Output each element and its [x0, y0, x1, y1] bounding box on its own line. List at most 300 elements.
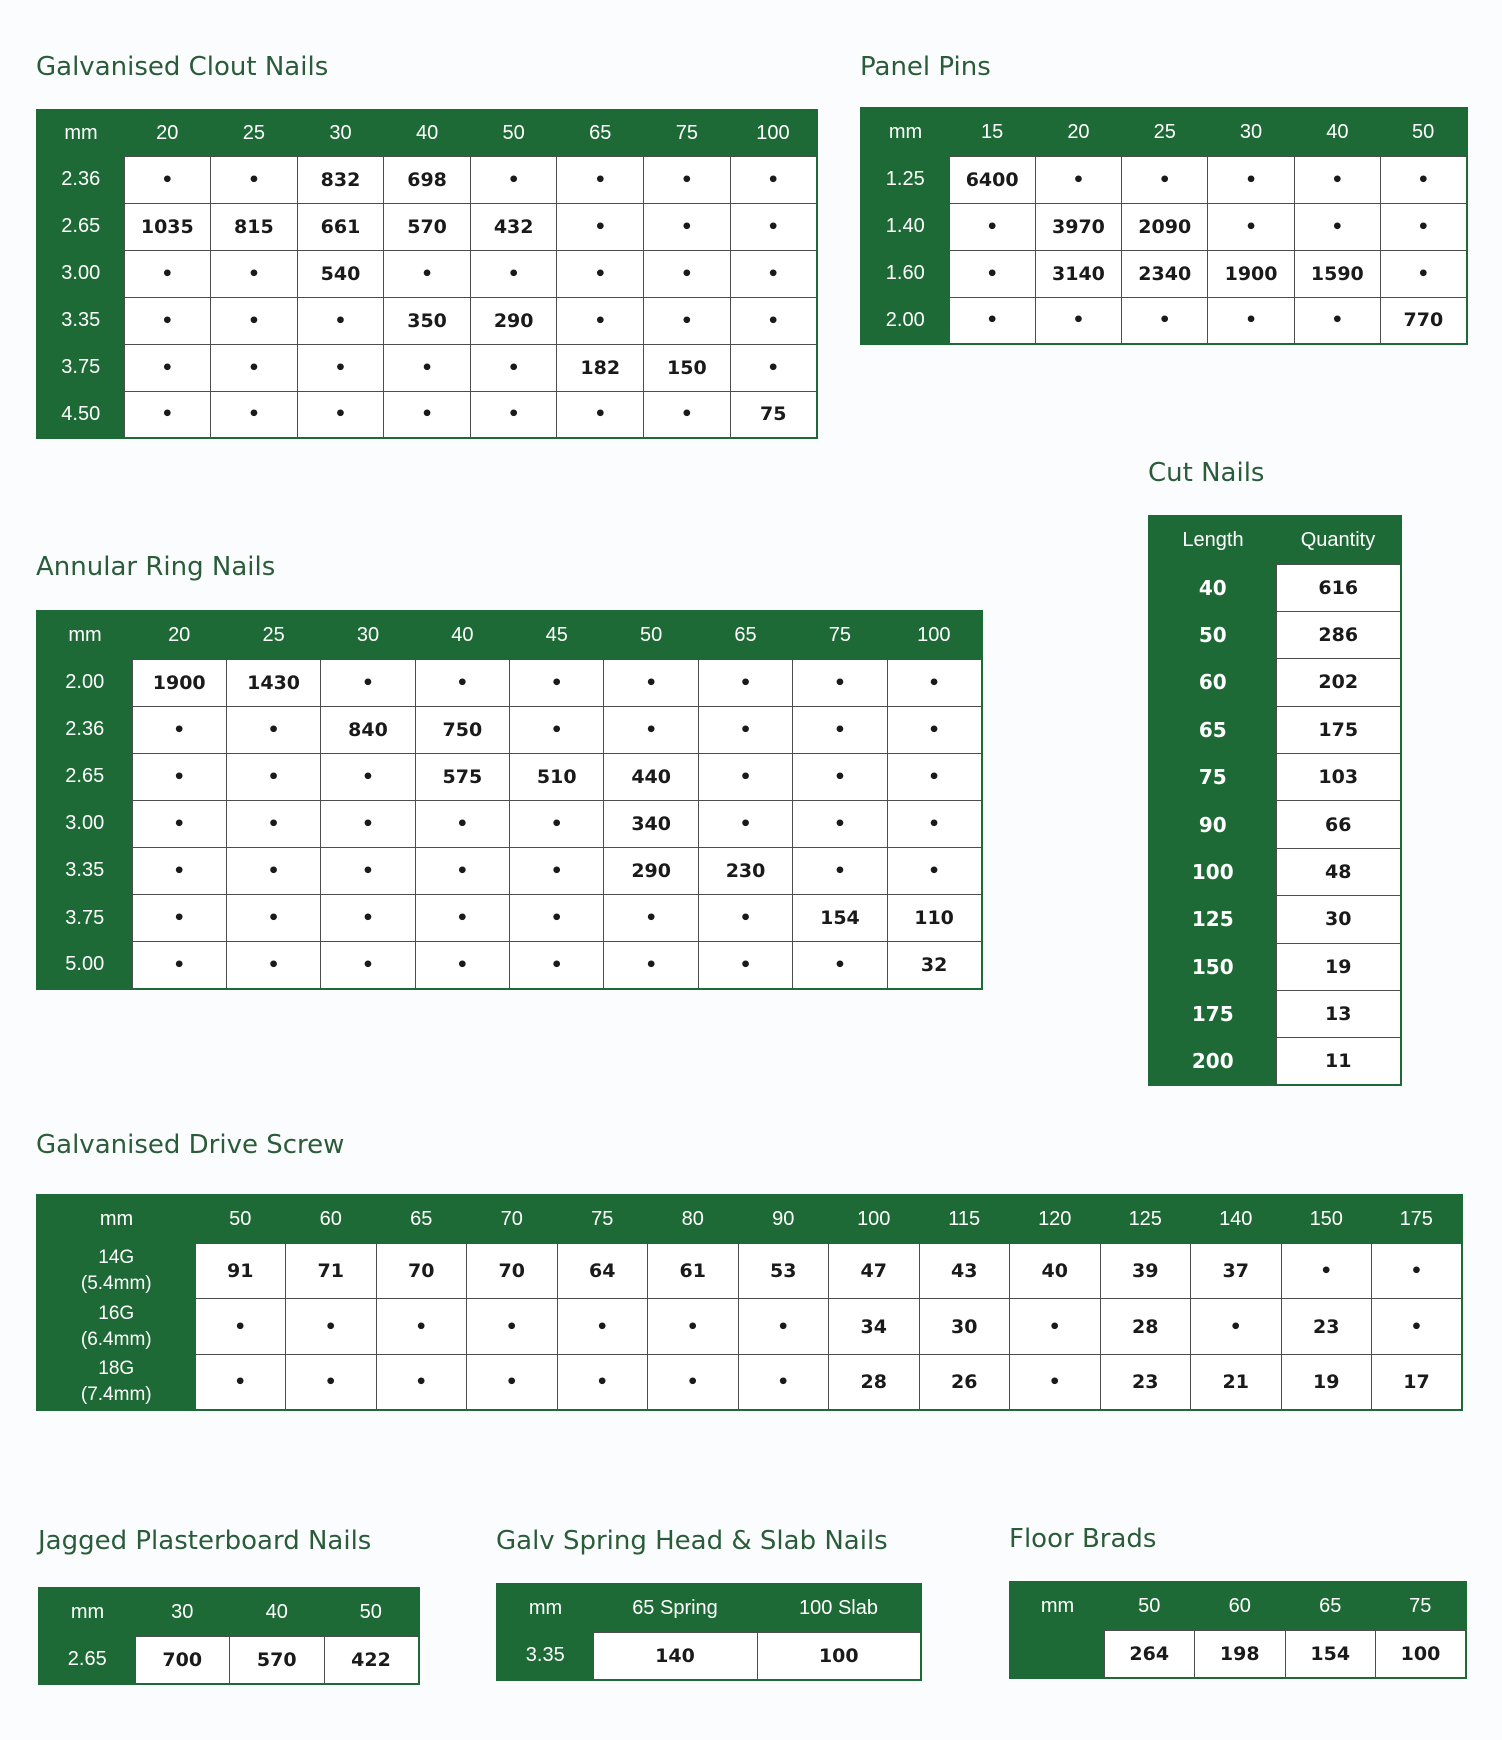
table-cell: • — [557, 250, 644, 297]
row-header-gauge: 18G — [98, 1357, 135, 1379]
table-cell: 47 — [829, 1243, 920, 1299]
column-header: 30 — [1208, 108, 1294, 156]
row-header: 3.00 — [37, 800, 132, 847]
table-cell: • — [949, 203, 1035, 250]
table-cell: 175 — [1276, 706, 1401, 753]
table-cell: 23 — [1100, 1354, 1191, 1410]
row-header: 2.36 — [37, 156, 124, 203]
table-cell: 1900 — [132, 659, 226, 706]
table-cell: • — [1035, 297, 1121, 344]
table-row — [39, 1636, 419, 1684]
table-cell: 40 — [1010, 1243, 1101, 1299]
table-cell: 34 — [829, 1299, 920, 1355]
table-cell: • — [644, 391, 731, 438]
column-header: 75 — [644, 110, 731, 156]
column-header: 50 — [324, 1588, 419, 1636]
column-header: 100 — [730, 110, 817, 156]
table-cell: • — [297, 344, 384, 391]
table-cell: • — [124, 391, 211, 438]
table-cell: • — [415, 800, 509, 847]
table-row — [37, 659, 982, 706]
column-header: 50 — [604, 611, 698, 659]
table-cell: 11 — [1276, 1038, 1401, 1085]
table-cell: • — [384, 391, 471, 438]
data-table — [36, 610, 983, 990]
table-row — [1149, 754, 1401, 801]
column-header: 120 — [1010, 1195, 1101, 1243]
row-header: 5.00 — [37, 942, 132, 989]
table-cell: 6400 — [949, 156, 1035, 203]
table-cell: • — [415, 894, 509, 941]
table-cell: • — [1380, 250, 1466, 297]
table-cell: • — [887, 847, 981, 894]
table-cell: • — [644, 203, 731, 250]
table-cell: • — [467, 1299, 558, 1355]
table-cell: • — [384, 250, 471, 297]
row-header: 60 — [1149, 659, 1276, 706]
table-cell: 661 — [297, 203, 384, 250]
table-cell: • — [887, 706, 981, 753]
table-cell: • — [211, 297, 298, 344]
table-cell: • — [510, 847, 604, 894]
table-cell: 422 — [324, 1636, 419, 1684]
row-header: 1.25 — [861, 156, 949, 203]
table-cell: 1900 — [1208, 250, 1294, 297]
table-cell: 28 — [829, 1354, 920, 1410]
table-cell: • — [470, 344, 557, 391]
column-header: 100 — [829, 1195, 920, 1243]
table-cell: 182 — [557, 344, 644, 391]
column-header: 75 — [1376, 1582, 1467, 1630]
table-cell: • — [557, 203, 644, 250]
table-cell: • — [297, 391, 384, 438]
table-cell: 2340 — [1122, 250, 1208, 297]
row-header-diameter: (6.4mm) — [80, 1328, 152, 1350]
table-cell: • — [730, 203, 817, 250]
row-header: 175 — [1149, 991, 1276, 1038]
table-cell: • — [124, 250, 211, 297]
row-header: 200 — [1149, 1038, 1276, 1085]
table-cell: • — [1010, 1299, 1101, 1355]
table-cell: 832 — [297, 156, 384, 203]
table-cell: • — [124, 297, 211, 344]
section-title: Jagged Plasterboard Nails — [38, 1526, 372, 1556]
data-table — [1009, 1581, 1467, 1679]
table-cell: • — [730, 156, 817, 203]
table-cell: 350 — [384, 297, 471, 344]
row-header — [37, 1299, 195, 1355]
table-cell: • — [132, 706, 226, 753]
row-header: 1.40 — [861, 203, 949, 250]
table-section-floor-brads — [1009, 1524, 1469, 1684]
table-cell: • — [887, 753, 981, 800]
table-cell: • — [1281, 1243, 1372, 1299]
header-unit: Length — [1149, 516, 1276, 564]
table-cell: 570 — [230, 1636, 325, 1684]
table-row — [1149, 991, 1401, 1038]
row-header-diameter: (7.4mm) — [80, 1383, 152, 1405]
row-header: 90 — [1149, 801, 1276, 848]
row-header: 100 — [1149, 848, 1276, 895]
table-section-panel-pins — [860, 52, 1466, 352]
table-cell: • — [124, 344, 211, 391]
table-cell: • — [949, 250, 1035, 297]
data-table — [860, 107, 1468, 345]
column-header: 20 — [132, 611, 226, 659]
table-cell: • — [793, 659, 887, 706]
row-header: 3.00 — [37, 250, 124, 297]
table-cell: • — [793, 942, 887, 989]
row-header: 65 — [1149, 706, 1276, 753]
column-header: 75 — [793, 611, 887, 659]
table-cell: 575 — [415, 753, 509, 800]
table-row — [1149, 1038, 1401, 1085]
row-header — [37, 1243, 195, 1299]
table-cell: • — [793, 800, 887, 847]
table-cell: 100 — [757, 1632, 921, 1680]
data-table — [38, 1587, 420, 1685]
table-cell: • — [648, 1299, 739, 1355]
row-header: 3.35 — [37, 297, 124, 344]
table-section-annular-ring-nails — [36, 552, 982, 1002]
column-header: 25 — [1122, 108, 1208, 156]
table-cell: • — [730, 250, 817, 297]
table-cell: • — [793, 706, 887, 753]
table-cell: • — [226, 894, 320, 941]
table-cell: 91 — [195, 1243, 286, 1299]
table-cell: 43 — [919, 1243, 1010, 1299]
table-cell: • — [195, 1354, 286, 1410]
row-header: 50 — [1149, 611, 1276, 658]
table-row — [37, 847, 982, 894]
table-cell: • — [211, 391, 298, 438]
table-cell: 64 — [557, 1243, 648, 1299]
table-cell: • — [1372, 1299, 1463, 1355]
table-cell: • — [644, 297, 731, 344]
table-row — [1149, 659, 1401, 706]
table-cell: • — [887, 800, 981, 847]
table-cell: • — [730, 344, 817, 391]
table-cell: 61 — [648, 1243, 739, 1299]
row-header: 1.60 — [861, 250, 949, 297]
table-cell: 110 — [887, 894, 981, 941]
section-title: Galvanised Clout Nails — [36, 52, 329, 82]
row-header — [37, 1354, 195, 1410]
table-row — [37, 706, 982, 753]
table-cell: 26 — [919, 1354, 1010, 1410]
table-cell: 1430 — [226, 659, 320, 706]
table-cell: • — [738, 1299, 829, 1355]
table-cell: 32 — [887, 942, 981, 989]
table-row — [1010, 1630, 1466, 1678]
data-table — [1148, 515, 1402, 1086]
table-cell: • — [557, 156, 644, 203]
table-cell: • — [286, 1354, 377, 1410]
table-cell: 39 — [1100, 1243, 1191, 1299]
table-cell: 66 — [1276, 801, 1401, 848]
table-cell: • — [510, 942, 604, 989]
table-row — [37, 1354, 1462, 1410]
row-header: 3.75 — [37, 344, 124, 391]
table-cell: • — [644, 250, 731, 297]
header-unit: mm — [39, 1588, 135, 1636]
table-cell: 700 — [135, 1636, 230, 1684]
header-unit: mm — [37, 611, 132, 659]
table-cell: 290 — [604, 847, 698, 894]
row-header: 3.35 — [497, 1632, 593, 1680]
table-cell: • — [132, 800, 226, 847]
table-cell: • — [1122, 297, 1208, 344]
header-unit: mm — [37, 110, 124, 156]
column-header: 150 — [1281, 1195, 1372, 1243]
table-cell: • — [132, 847, 226, 894]
table-cell: • — [211, 250, 298, 297]
table-section-jagged-plasterboard-nails — [38, 1526, 428, 1686]
table-cell: • — [1010, 1354, 1101, 1410]
table-cell: • — [321, 800, 415, 847]
table-cell: • — [1294, 297, 1380, 344]
row-header-gauge: 14G — [98, 1246, 135, 1268]
column-header: 50 — [1104, 1582, 1195, 1630]
table-cell: 616 — [1276, 564, 1401, 611]
table-cell: 540 — [297, 250, 384, 297]
table-row — [1149, 564, 1401, 611]
table-row — [37, 250, 817, 297]
table-cell: • — [698, 659, 792, 706]
column-header: 40 — [415, 611, 509, 659]
table-cell: • — [698, 800, 792, 847]
column-header: 50 — [195, 1195, 286, 1243]
table-cell: 140 — [593, 1632, 757, 1680]
table-cell: • — [1294, 156, 1380, 203]
table-cell: • — [1208, 297, 1294, 344]
table-row — [861, 250, 1467, 297]
table-cell: • — [557, 1299, 648, 1355]
table-cell: • — [470, 156, 557, 203]
section-title: Cut Nails — [1148, 458, 1265, 488]
table-row — [1149, 896, 1401, 943]
table-cell: • — [1191, 1299, 1282, 1355]
table-row — [497, 1632, 921, 1680]
table-row — [37, 1243, 1462, 1299]
column-header: 70 — [467, 1195, 558, 1243]
table-cell: • — [132, 894, 226, 941]
section-title: Galv Spring Head & Slab Nails — [496, 1526, 888, 1556]
table-cell: • — [376, 1299, 467, 1355]
column-header: 20 — [124, 110, 211, 156]
table-cell: • — [793, 847, 887, 894]
column-header: 100 — [887, 611, 981, 659]
table-cell: 154 — [1285, 1630, 1376, 1678]
column-header: 30 — [321, 611, 415, 659]
column-header: 20 — [1035, 108, 1121, 156]
table-cell: • — [467, 1354, 558, 1410]
header-unit: mm — [37, 1195, 195, 1243]
column-header: 40 — [384, 110, 471, 156]
table-section-galv-spring-head-slab-nails — [496, 1526, 926, 1686]
table-row — [37, 156, 817, 203]
column-header: 65 — [1285, 1582, 1376, 1630]
table-cell: 202 — [1276, 659, 1401, 706]
table-cell: • — [730, 297, 817, 344]
section-title: Annular Ring Nails — [36, 552, 276, 582]
column-header: 60 — [1195, 1582, 1286, 1630]
table-cell: • — [470, 391, 557, 438]
table-cell: • — [644, 156, 731, 203]
data-table — [36, 109, 818, 439]
row-header: 2.36 — [37, 706, 132, 753]
column-header: 65 — [698, 611, 792, 659]
table-cell: • — [226, 847, 320, 894]
column-header: 65 — [376, 1195, 467, 1243]
table-cell: • — [376, 1354, 467, 1410]
table-section-cut-nails — [1148, 458, 1404, 1098]
table-cell: 750 — [415, 706, 509, 753]
table-cell: • — [738, 1354, 829, 1410]
column-header: 140 — [1191, 1195, 1282, 1243]
table-cell: 770 — [1380, 297, 1466, 344]
table-cell: • — [1035, 156, 1121, 203]
table-cell: • — [321, 753, 415, 800]
table-cell: 30 — [1276, 896, 1401, 943]
table-cell: 30 — [919, 1299, 1010, 1355]
section-title: Panel Pins — [860, 52, 991, 82]
table-cell: • — [226, 753, 320, 800]
table-cell: 815 — [211, 203, 298, 250]
column-header: 115 — [919, 1195, 1010, 1243]
table-cell: • — [415, 942, 509, 989]
column-header: 100 Slab — [757, 1584, 921, 1632]
table-cell: • — [1208, 203, 1294, 250]
table-cell: • — [124, 156, 211, 203]
table-cell: • — [470, 250, 557, 297]
table-cell: 28 — [1100, 1299, 1191, 1355]
row-header: 150 — [1149, 943, 1276, 990]
table-cell: 70 — [467, 1243, 558, 1299]
column-header: 30 — [135, 1588, 230, 1636]
table-cell: • — [226, 942, 320, 989]
table-cell: 70 — [376, 1243, 467, 1299]
table-cell: • — [286, 1299, 377, 1355]
column-header: 30 — [297, 110, 384, 156]
table-cell: • — [1380, 156, 1466, 203]
row-header: 75 — [1149, 754, 1276, 801]
row-header — [1010, 1630, 1104, 1678]
table-cell: 230 — [698, 847, 792, 894]
column-header: 25 — [211, 110, 298, 156]
table-cell: • — [1122, 156, 1208, 203]
data-table — [496, 1583, 922, 1681]
header-unit: mm — [497, 1584, 593, 1632]
table-cell: • — [698, 706, 792, 753]
row-header: 4.50 — [37, 391, 124, 438]
table-cell: 17 — [1372, 1354, 1463, 1410]
table-cell: • — [415, 847, 509, 894]
section-title: Galvanised Drive Screw — [36, 1130, 345, 1160]
table-cell: • — [698, 894, 792, 941]
column-header: 90 — [738, 1195, 829, 1243]
column-header: 60 — [286, 1195, 377, 1243]
row-header: 2.00 — [861, 297, 949, 344]
table-cell: 1035 — [124, 203, 211, 250]
table-row — [37, 800, 982, 847]
column-header: 25 — [226, 611, 320, 659]
table-cell: • — [510, 894, 604, 941]
table-cell: • — [510, 706, 604, 753]
table-cell: • — [604, 659, 698, 706]
table-cell: • — [510, 659, 604, 706]
row-header: 3.75 — [37, 894, 132, 941]
table-cell: 48 — [1276, 848, 1401, 895]
table-cell: • — [949, 297, 1035, 344]
table-cell: 154 — [793, 894, 887, 941]
table-cell: 3140 — [1035, 250, 1121, 297]
table-cell: 53 — [738, 1243, 829, 1299]
table-cell: 840 — [321, 706, 415, 753]
table-cell: • — [510, 800, 604, 847]
table-row — [1149, 801, 1401, 848]
table-cell: • — [604, 706, 698, 753]
column-header: 40 — [1294, 108, 1380, 156]
column-header: 65 — [557, 110, 644, 156]
table-cell: 150 — [644, 344, 731, 391]
table-cell: 2090 — [1122, 203, 1208, 250]
row-header: 2.00 — [37, 659, 132, 706]
column-header: 80 — [648, 1195, 739, 1243]
table-cell: • — [1208, 156, 1294, 203]
table-row — [861, 297, 1467, 344]
table-row — [37, 1299, 1462, 1355]
table-cell: • — [557, 391, 644, 438]
table-cell: 37 — [1191, 1243, 1282, 1299]
table-row — [37, 753, 982, 800]
table-row — [37, 942, 982, 989]
table-cell: • — [132, 942, 226, 989]
table-cell: 290 — [470, 297, 557, 344]
table-cell: 75 — [730, 391, 817, 438]
table-cell: • — [604, 942, 698, 989]
table-cell: • — [297, 297, 384, 344]
table-cell: • — [226, 706, 320, 753]
table-cell: • — [211, 344, 298, 391]
table-row — [1149, 848, 1401, 895]
table-cell: • — [195, 1299, 286, 1355]
table-cell: • — [698, 942, 792, 989]
table-cell: • — [1294, 203, 1380, 250]
column-header: 45 — [510, 611, 604, 659]
column-header: 75 — [557, 1195, 648, 1243]
row-header-diameter: (5.4mm) — [80, 1272, 152, 1294]
row-header: 3.35 — [37, 847, 132, 894]
section-title: Floor Brads — [1009, 1524, 1157, 1554]
table-cell: • — [648, 1354, 739, 1410]
table-cell: 19 — [1276, 943, 1401, 990]
table-cell: 570 — [384, 203, 471, 250]
table-cell: 510 — [510, 753, 604, 800]
table-cell: 440 — [604, 753, 698, 800]
column-header: 40 — [230, 1588, 325, 1636]
table-row — [1149, 611, 1401, 658]
table-cell: 264 — [1104, 1630, 1195, 1678]
table-cell: • — [321, 847, 415, 894]
table-cell: • — [557, 297, 644, 344]
table-cell: • — [321, 659, 415, 706]
row-header: 2.65 — [37, 753, 132, 800]
table-cell: • — [1380, 203, 1466, 250]
column-header: 50 — [1380, 108, 1466, 156]
row-header: 40 — [1149, 564, 1276, 611]
table-cell: • — [1372, 1243, 1463, 1299]
